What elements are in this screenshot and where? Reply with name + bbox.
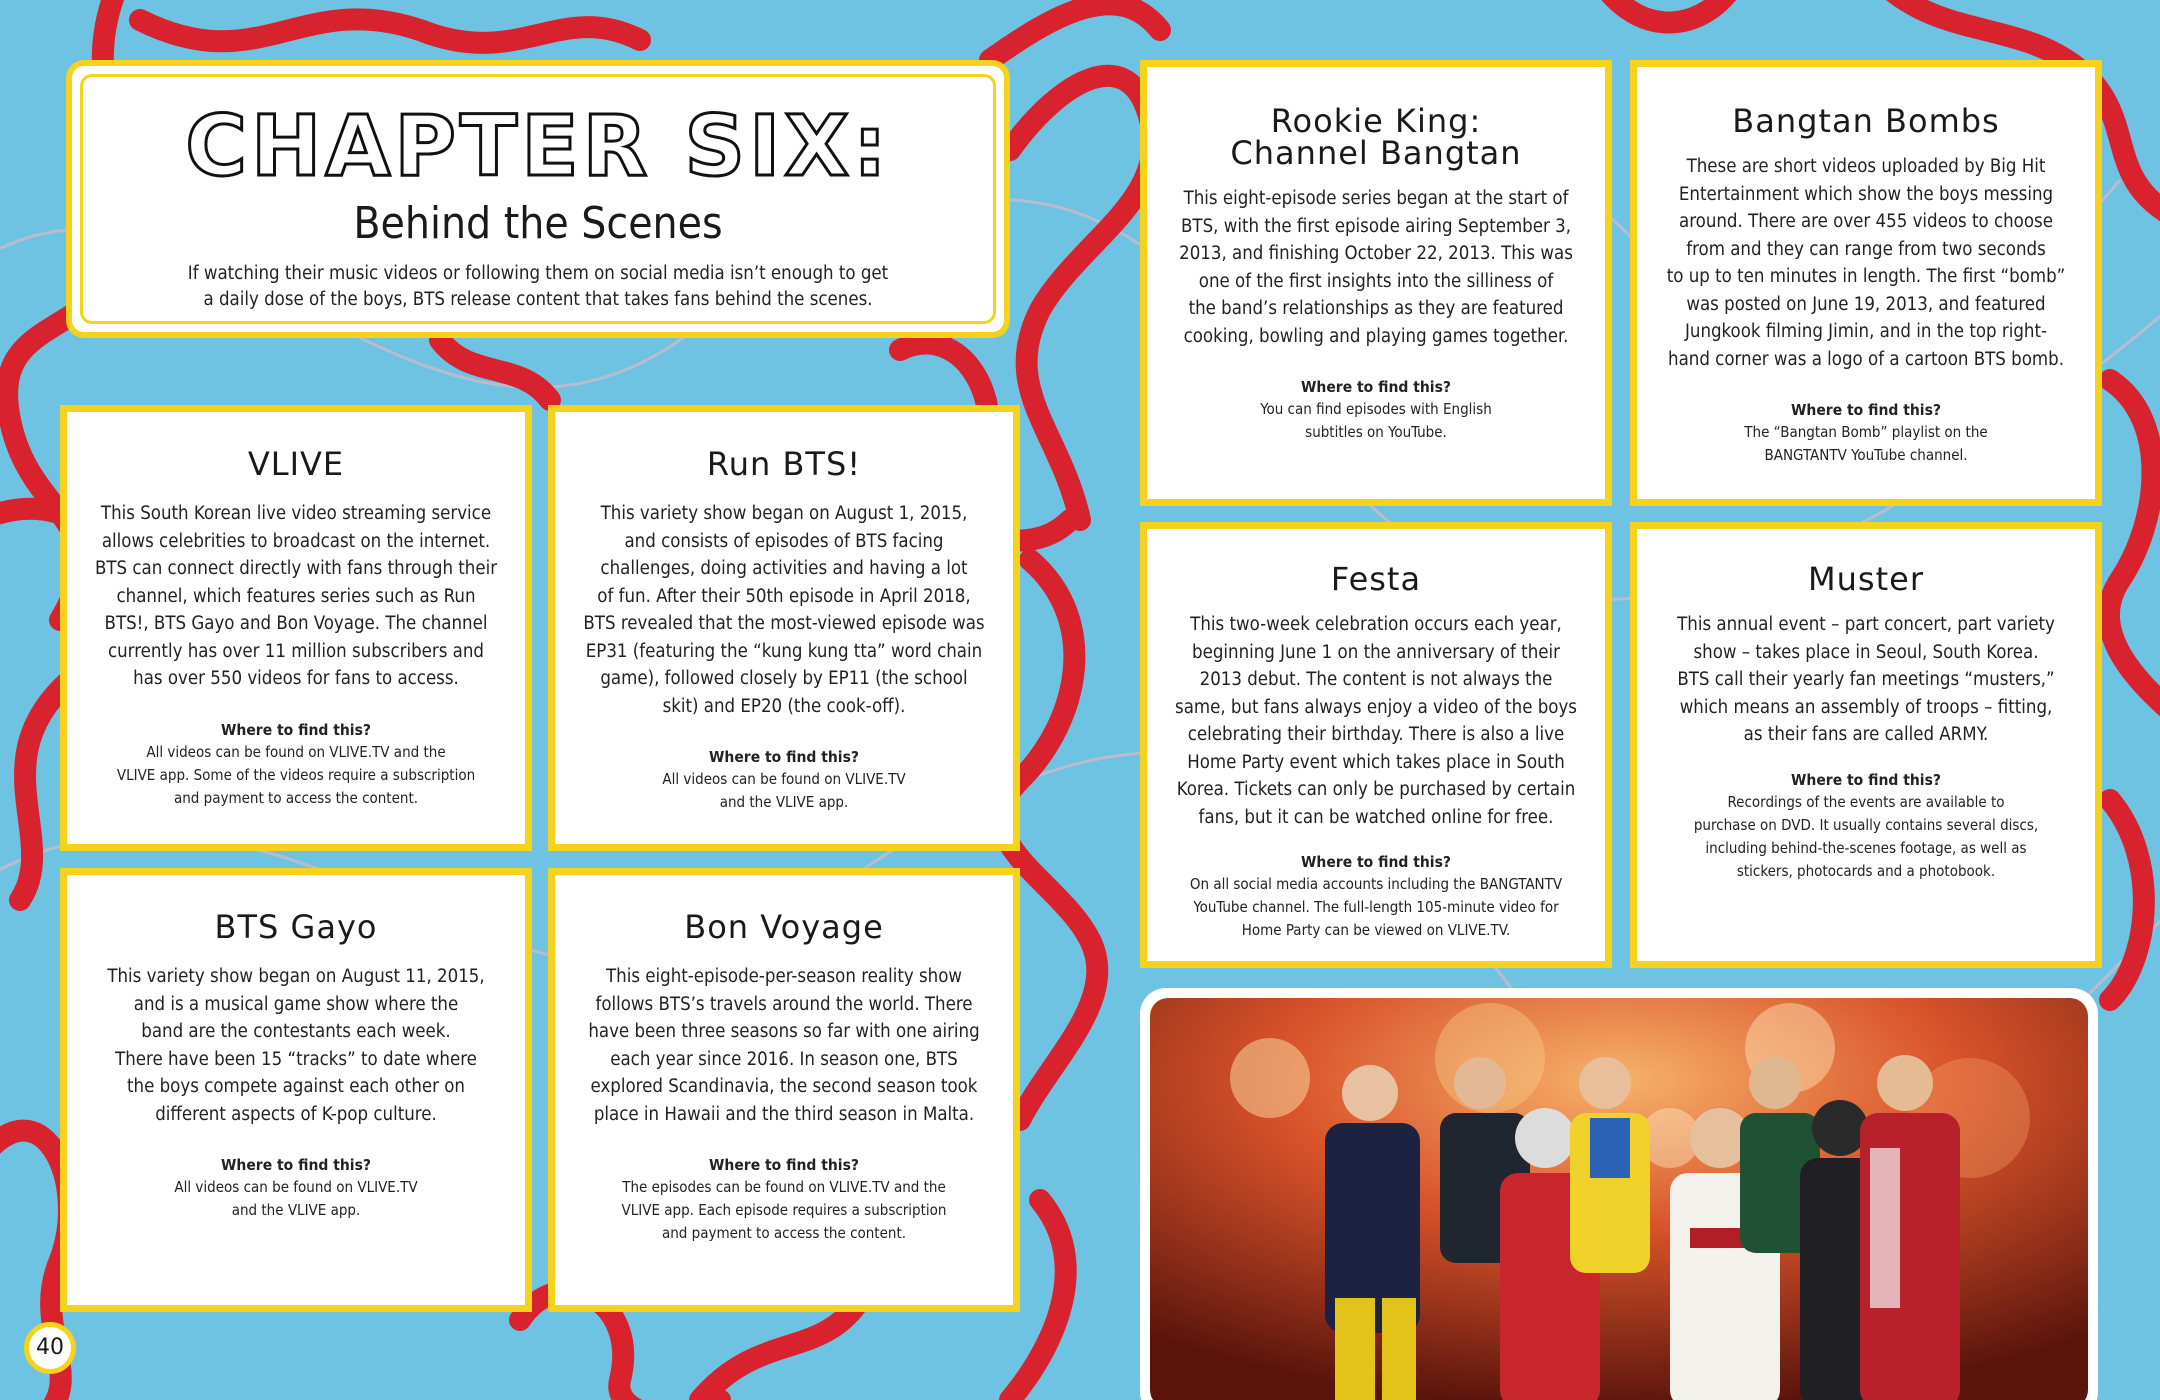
body-line: currently has over 11 million subscribers and xyxy=(107,640,484,662)
body-line: have been three seasons so far with one airing xyxy=(588,1021,980,1042)
body-line: Entertainment which show the boys messing xyxy=(1678,183,2054,205)
body-line: explored Scandinavia, the second season took xyxy=(590,1076,978,1097)
section-title xyxy=(1147,102,1605,172)
where-line: purchase on DVD. It usually contains several discs, xyxy=(1693,815,2039,834)
section-title: Bangtan Bombs xyxy=(1732,102,2000,140)
body-line: celebrating their birthday. There is also a live xyxy=(1187,724,1565,745)
where-heading: Where to find this? xyxy=(221,1156,371,1174)
where-line: Home Party can be viewed on VLIVE.TV. xyxy=(1241,921,1511,939)
where-line: The “Bangtan Bomb” playlist on the xyxy=(1744,423,1988,441)
band-photo xyxy=(1140,988,2098,1400)
page-number: 40 xyxy=(24,1322,76,1374)
body-line: These are short videos uploaded by Big Hit xyxy=(1686,156,2046,177)
section-title: Bon Voyage xyxy=(684,908,884,946)
body-line: BTS revealed that the most-viewed episode was xyxy=(583,613,985,634)
where-answer xyxy=(555,1176,1013,1245)
section-body xyxy=(1637,611,2095,749)
where-line: including behind-the-scenes footage, as well as xyxy=(1705,838,2027,857)
body-line: band are the contestants each week. xyxy=(141,1021,451,1042)
body-line: There have been 15 “tracks” to date where xyxy=(115,1048,477,1070)
where-line: All videos can be found on VLIVE.TV and the xyxy=(146,742,446,761)
section-body xyxy=(555,500,1013,720)
where-answer xyxy=(555,768,1013,814)
section-body xyxy=(555,963,1013,1128)
where-line: and payment to access the content. xyxy=(661,1224,907,1242)
rookie-king-box xyxy=(1140,60,1612,506)
body-line: of fun. After their 50th episode in April 2018, xyxy=(597,585,971,607)
body-line: and consists of episodes of BTS facing xyxy=(624,530,944,552)
title-line: Rookie King: xyxy=(1270,102,1482,140)
chapter-inner-border xyxy=(80,74,996,324)
body-line: around. There are over 455 videos to choose xyxy=(1679,211,2053,232)
title-line: Channel Bangtan xyxy=(1230,134,1522,172)
body-line: This two-week celebration occurs each year, xyxy=(1190,614,1562,635)
body-line: the boys compete against each other on xyxy=(127,1076,465,1097)
where-line: stickers, photocards and a photobook. xyxy=(1736,861,1996,880)
body-line: 2013, and finishing October 22, 2013. This was xyxy=(1179,243,1573,264)
where-line: and the VLIVE app. xyxy=(719,793,849,811)
where-answer xyxy=(1637,421,2095,467)
body-line: BTS can connect directly with fans through their xyxy=(94,558,498,579)
where-answer xyxy=(67,741,525,810)
body-line: fans, but it can be watched online for free. xyxy=(1198,806,1554,828)
where-heading: Where to find this? xyxy=(1301,378,1451,396)
section-title: BTS Gayo xyxy=(214,908,378,946)
band-photo-image xyxy=(1150,998,2088,1400)
body-line: BTS, with the first episode airing September 3, xyxy=(1181,215,1571,237)
body-line: each year since 2016. In season one, BTS xyxy=(610,1048,958,1070)
body-line: EP31 (featuring the “kung kung tta” word chain xyxy=(585,640,983,662)
vlive-box xyxy=(60,405,532,851)
body-line: This variety show began on August 1, 2015, xyxy=(600,503,968,524)
section-title: Festa xyxy=(1330,560,1422,598)
body-line: Home Party event which takes place in South xyxy=(1187,751,1565,773)
where-line: All videos can be found on VLIVE.TV xyxy=(662,770,906,788)
section-title: Muster xyxy=(1808,560,1924,598)
where-line: VLIVE app. Each episode requires a subscription xyxy=(621,1201,947,1219)
body-line: This South Korean live video streaming service xyxy=(100,503,492,524)
where-line: and payment to access the content. xyxy=(173,788,419,807)
section-body xyxy=(1637,153,2095,373)
body-line: from and they can range from two seconds xyxy=(1686,238,2046,260)
where-line: The episodes can be found on VLIVE.TV and the xyxy=(622,1178,946,1196)
where-heading: Where to find this? xyxy=(1791,401,1941,419)
body-line: channel, which features series such as Run xyxy=(116,585,476,607)
where-line: On all social media accounts including the BANGTANTV xyxy=(1189,875,1563,893)
body-line: This eight-episode series began at the start of xyxy=(1183,188,1569,209)
intro-line: If watching their music videos or following them on social media isn’t enough to get xyxy=(187,263,889,284)
where-line: subtitles on YouTube. xyxy=(1305,423,1447,441)
where-line: Recordings of the events are available to xyxy=(1727,792,2005,811)
body-line: place in Hawaii and the third season in Malta. xyxy=(593,1103,975,1125)
body-line: hand corner was a logo of a cartoon BTS bomb. xyxy=(1668,348,2064,370)
body-line: BTS!, BTS Gayo and Bon Voyage. The channel xyxy=(104,613,488,634)
section-body xyxy=(67,500,525,693)
where-line: YouTube channel. The full-length 105-minute video for xyxy=(1193,898,1559,916)
run-bts-box xyxy=(548,405,1020,851)
bts-gayo-box xyxy=(60,868,532,1312)
bangtan-bombs-box xyxy=(1630,60,2102,506)
body-line: was posted on June 19, 2013, and featured xyxy=(1686,293,2046,315)
section-body xyxy=(1147,185,1605,350)
where-answer xyxy=(1637,791,2095,883)
chapter-subtitle: Behind the Scenes xyxy=(353,198,723,249)
body-line: different aspects of K-pop culture. xyxy=(155,1103,437,1125)
body-line: and is a musical game show where the xyxy=(133,993,459,1015)
body-line: This annual event – part concert, part variety xyxy=(1677,614,2055,635)
body-line: Jungkook filming Jimin, and in the top right- xyxy=(1684,321,2047,342)
body-line: challenges, doing activities and having a lot xyxy=(600,558,968,579)
body-line: the band’s relationships as they are featured xyxy=(1188,298,1564,319)
body-line: show – takes place in Seoul, South Korea. xyxy=(1693,641,2039,663)
where-heading: Where to find this? xyxy=(709,748,859,766)
where-line: You can find episodes with English xyxy=(1260,400,1492,418)
body-line: cooking, bowling and playing games together. xyxy=(1183,325,1569,347)
muster-box xyxy=(1630,522,2102,968)
body-line: as their fans are called ARMY. xyxy=(1743,724,1989,745)
body-line: allows celebrities to broadcast on the internet. xyxy=(101,530,491,552)
body-line: one of the first insights into the silliness of xyxy=(1198,270,1554,292)
chapter-header xyxy=(66,60,1010,338)
photo-illustration xyxy=(1150,998,2088,1400)
bon-voyage-box xyxy=(548,868,1020,1312)
body-line: follows BTS’s travels around the world. There xyxy=(595,993,973,1015)
body-line: skit) and EP20 (the cook-off). xyxy=(662,695,906,717)
where-line: All videos can be found on VLIVE.TV xyxy=(174,1178,418,1196)
body-line: 2013 debut. The content is not always the xyxy=(1199,669,1553,690)
body-line: Korea. Tickets can only be purchased by certain xyxy=(1176,779,1576,800)
where-heading: Where to find this? xyxy=(1301,853,1451,871)
where-heading: Where to find this? xyxy=(221,720,371,739)
where-line: BANGTANTV YouTube channel. xyxy=(1764,446,1968,464)
body-line: This variety show began on August 11, 2015, xyxy=(107,966,485,987)
body-line: which means an assembly of troops – fitting, xyxy=(1679,696,2053,718)
section-title: VLIVE xyxy=(247,445,345,483)
where-line: and the VLIVE app. xyxy=(231,1201,361,1219)
chapter-title: CHAPTER SIX: xyxy=(185,97,891,195)
festa-box xyxy=(1140,522,1612,968)
section-title: Run BTS! xyxy=(706,445,862,483)
where-answer xyxy=(1147,398,1605,444)
where-line: VLIVE app. Some of the videos require a subscription xyxy=(116,765,476,784)
where-heading: Where to find this? xyxy=(1791,770,1941,789)
section-body xyxy=(67,963,525,1128)
body-line: This eight-episode-per-season reality show xyxy=(606,966,962,987)
body-line: has over 550 videos for fans to access. xyxy=(133,668,459,689)
intro-line: a daily dose of the boys, BTS release content that takes fans behind the scenes. xyxy=(203,289,873,310)
body-line: beginning June 1 on the anniversary of their xyxy=(1192,641,1560,663)
body-line: BTS call their yearly fan meetings “musters,” xyxy=(1677,669,2055,690)
where-answer xyxy=(1147,873,1605,942)
where-heading: Where to find this? xyxy=(709,1156,859,1174)
body-line: game), followed closely by EP11 (the school xyxy=(600,668,968,689)
body-line: to up to ten minutes in length. The first “bomb” xyxy=(1666,266,2066,287)
where-answer xyxy=(67,1176,525,1222)
section-body xyxy=(1147,611,1605,831)
body-line: same, but fans always enjoy a video of the boys xyxy=(1175,696,1577,718)
